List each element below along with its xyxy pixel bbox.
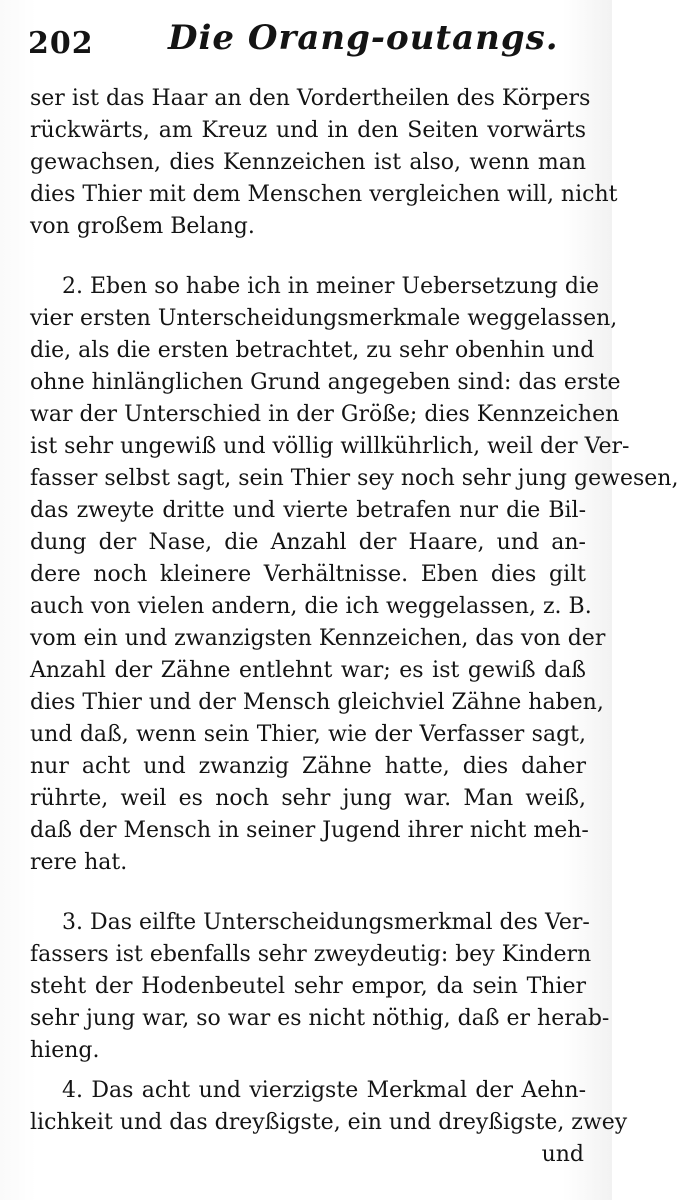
text-line: vom ein und zwanzigsten Kennzeichen, das von der: [30, 626, 606, 651]
page-header: [28, 18, 588, 62]
text-line: 3. Das eilfte Unterscheidungsmerkmal des Ver-: [62, 910, 590, 935]
text-line: ist sehr ungewiß und völlig willkührlich, weil der Ver-: [30, 434, 630, 459]
catchword: und: [541, 1142, 584, 1167]
text-line: gewachsen, dies Kennzeichen ist also, wenn man: [30, 150, 586, 175]
text-line: von großem Belang.: [30, 214, 255, 239]
text-line: 2. Eben so habe ich in meiner Uebersetzung die: [62, 274, 600, 299]
text-line: lichkeit und das dreyßigste, ein und dreyßigste, zwey: [30, 1110, 628, 1135]
text-line: steht der Hodenbeutel sehr empor, da sein Thier: [30, 974, 586, 999]
text-line: dies Thier mit dem Menschen vergleichen will, nicht: [30, 182, 618, 207]
text-line: die, als die ersten betrachtet, zu sehr obenhin und: [30, 338, 595, 363]
text-line: vier ersten Unterscheidungsmerkmale weggelassen,: [30, 306, 618, 331]
text-line: dere noch kleinere Verhältnisse. Eben dies gilt: [30, 562, 586, 587]
text-line: daß der Mensch in seiner Jugend ihrer nicht meh-: [30, 818, 589, 843]
running-title: Die Orang-outangs.: [168, 18, 559, 58]
text-line: rührte, weil es noch sehr jung war. Man weiß,: [30, 786, 586, 811]
text-line: sehr jung war, so war es nicht nöthig, daß er herab-: [30, 1006, 610, 1031]
text-line: ohne hinlänglichen Grund angegeben sind: das erste: [30, 370, 621, 395]
text-line: und daß, wenn sein Thier, wie der Verfasser sagt,: [30, 722, 586, 747]
page-number: 202: [28, 26, 94, 61]
text-line: ser ist das Haar an den Vordertheilen des Körpers: [30, 86, 591, 111]
text-line: dies Thier und der Mensch gleichviel Zähne haben,: [30, 690, 604, 715]
text-line: 4. Das acht und vierzigste Merkmal der Aehn-: [62, 1078, 586, 1103]
text-line: Anzahl der Zähne entlehnt war; es ist gewiß daß: [30, 658, 586, 683]
text-line: rückwärts, am Kreuz und in den Seiten vorwärts: [30, 118, 586, 143]
text-line: auch von vielen andern, die ich weggelassen, z. B.: [30, 594, 592, 619]
text-line: fassers ist ebenfalls sehr zweydeutig: bey Kindern: [30, 942, 592, 967]
text-line: nur acht und zwanzig Zähne hatte, dies daher: [30, 754, 586, 779]
text-line: das zweyte dritte und vierte betrafen nur die Bil-: [30, 498, 586, 523]
text-line: rere hat.: [30, 850, 128, 875]
text-line: war der Unterschied in der Größe; dies Kennzeichen: [30, 402, 620, 427]
text-line: hieng.: [30, 1038, 100, 1063]
text-line: dung der Nase, die Anzahl der Haare, und an-: [30, 530, 586, 555]
text-line: fasser selbst sagt, sein Thier sey noch sehr jung gewesen,: [30, 466, 678, 491]
